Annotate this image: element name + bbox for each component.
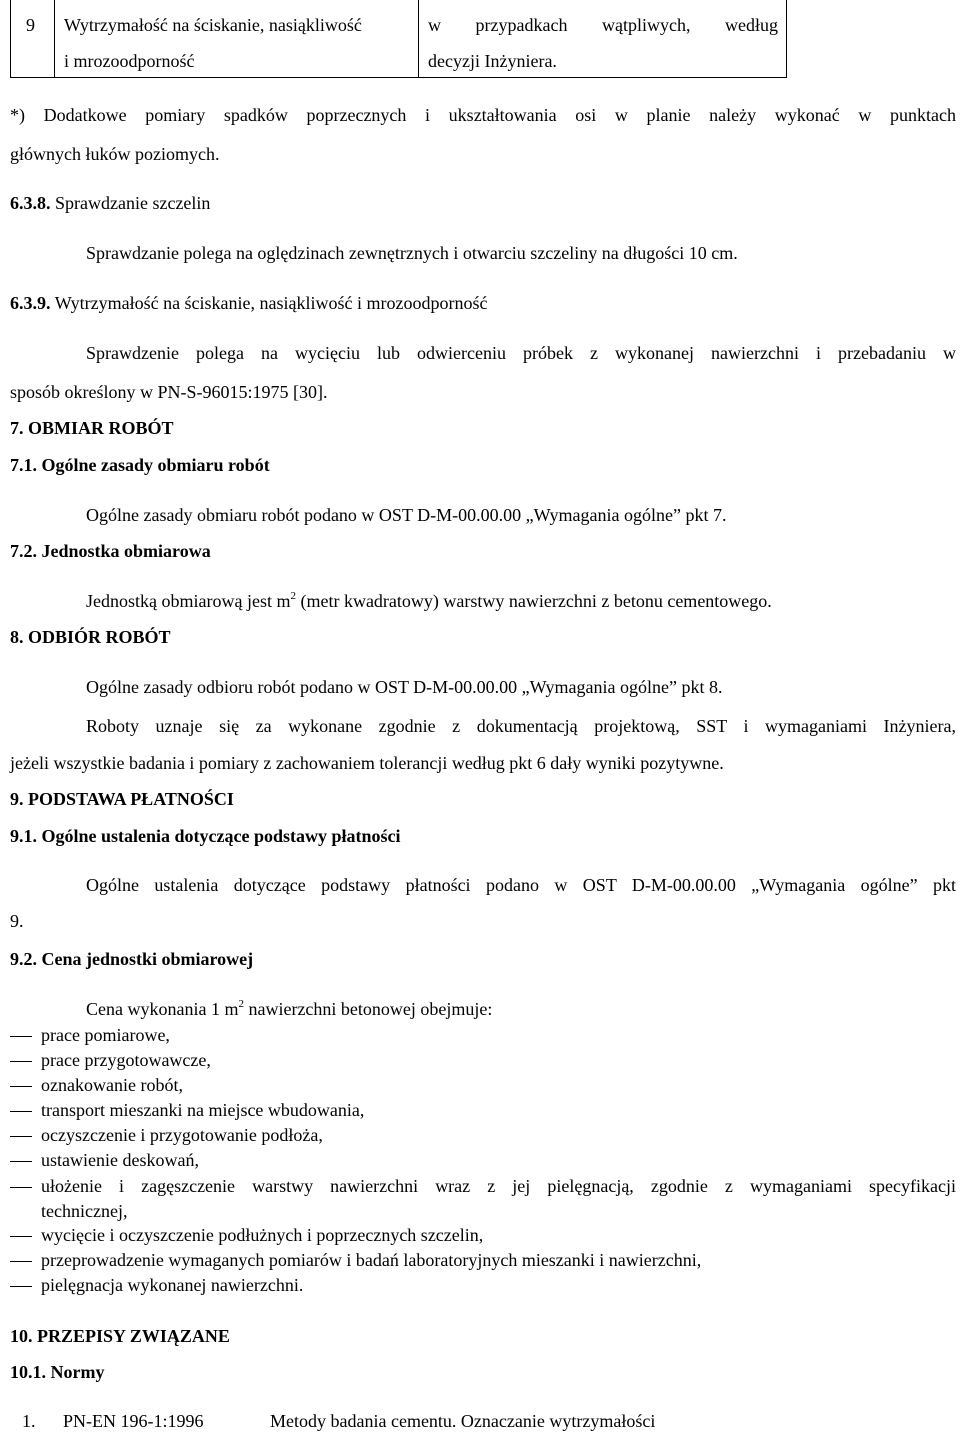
list-item-continuation: technicznej, — [41, 1201, 128, 1221]
section-title: Wytrzymałość na ściskanie, nasiąkliwość i mrozoodporność — [54, 293, 488, 313]
section-6-3-8-heading — [10, 193, 210, 214]
table-cell-test-name-line2: i mrozoodporność — [64, 51, 195, 71]
table-row-number: 9 — [26, 15, 35, 35]
table-cell-frequency-line1: w przypadkach wątpliwych, według — [428, 15, 778, 35]
section-7-1-text: Ogólne zasady obmiaru robót podano w OST D-M-00.00.00 „Wymagania ogólne” pkt 7. — [86, 505, 727, 525]
section-9-2-heading: 9.2. Cena jednostki obmiarowej — [10, 949, 254, 969]
note-line2: głównych łuków poziomych. — [10, 144, 220, 164]
section-7-2-text: Jednostką obmiarową jest $m^2$ (metr kwadratowy) warstwy nawierzchni z betonu cementowego. — [86, 590, 772, 611]
table-cell-test-name-line1: Wytrzymałość na ściskanie, nasiąkliwość — [64, 15, 362, 35]
dash-bullet — [10, 1261, 32, 1262]
section-10-heading: 10. PRZEPISY ZWIĄZANE — [10, 1326, 230, 1346]
list-item: pielęgnacja wykonanej nawierzchni. — [41, 1275, 304, 1295]
dash-bullet — [10, 1086, 32, 1087]
section-8-text2-line1: Roboty uznaje się za wykonane zgodnie z dokumentacją projektową, SST i wymaganiami Inżyniera, — [86, 716, 956, 736]
dash-bullet — [10, 1286, 32, 1287]
section-7-heading: 7. OBMIAR ROBÓT — [10, 418, 174, 438]
list-item: prace przygotowawcze, — [41, 1050, 211, 1070]
note-line1: *) Dodatkowe pomiary spadków poprzecznych i ukształtowania osi w planie należy wykonać w punktach — [10, 105, 956, 125]
norm-description: Metody badania cementu. Oznaczanie wytrzymałości — [270, 1411, 656, 1431]
section-number: 6.3.9. — [10, 293, 51, 313]
section-6-3-9-text-line2: sposób określony w PN-S-96015:1975 [30]. — [10, 382, 328, 402]
section-6-3-9-text-line1: Sprawdzenie polega na wycięciu lub odwierceniu próbek z wykonanej nawierzchni i przebadaniu w — [86, 343, 956, 363]
list-item: wycięcie i oczyszczenie podłużnych i poprzecznych szczelin, — [41, 1225, 484, 1245]
section-6-3-8-text: Sprawdzanie polega na oględzinach zewnętrznych i otwarciu szczeliny na długości 10 cm. — [86, 243, 738, 263]
section-7-1-heading: 7.1. Ogólne zasady obmiaru robót — [10, 455, 270, 475]
section-8-heading: 8. ODBIÓR ROBÓT — [10, 627, 171, 647]
dash-bullet — [10, 1036, 32, 1037]
section-9-2-intro: Cena wykonania 1 $m^2$ nawierzchni betonowej obejmuje: — [86, 998, 493, 1019]
norm-code: PN-EN 196-1:1996 — [63, 1411, 204, 1431]
section-8-text2-line2: jeżeli wszystkie badania i pomiary z zachowaniem tolerancji według pkt 6 dały wyniki pozytywne. — [10, 753, 724, 773]
norm-number: 1. — [22, 1411, 36, 1431]
list-item: transport mieszanki na miejsce wbudowania, — [41, 1100, 365, 1120]
list-item: ustawienie deskowań, — [41, 1150, 199, 1170]
section-9-1-text-line2: 9. — [10, 911, 24, 931]
dash-bullet — [10, 1061, 32, 1062]
table-cell-frequency-line2: decyzji Inżyniera. — [428, 51, 557, 71]
list-item: oczyszczenie i przygotowanie podłoża, — [41, 1125, 323, 1145]
dash-bullet — [10, 1236, 32, 1237]
section-10-1-heading: 10.1. Normy — [10, 1362, 105, 1382]
section-9-1-heading: 9.1. Ogólne ustalenia dotyczące podstawy płatności — [10, 826, 401, 846]
section-6-3-9-heading — [10, 293, 488, 314]
dash-bullet — [10, 1161, 32, 1162]
list-item: przeprowadzenie wymaganych pomiarów i badań laboratoryjnych mieszanki i nawierzchni, — [41, 1250, 702, 1270]
list-item: ułożenie i zagęszczenie warstwy nawierzchni wraz z jej pielęgnacją, zgodnie z wymaganiami specyfikacji — [41, 1176, 956, 1196]
section-9-1-text-line1: Ogólne ustalenia dotyczące podstawy płatności podano w OST D-M-00.00.00 „Wymagania ogólne” pkt — [86, 875, 956, 895]
dash-bullet — [10, 1187, 32, 1188]
dash-bullet — [10, 1136, 32, 1137]
list-item: prace pomiarowe, — [41, 1025, 170, 1045]
dash-bullet — [10, 1111, 32, 1112]
list-item: oznakowanie robót, — [41, 1075, 183, 1095]
section-7-2-heading: 7.2. Jednostka obmiarowa — [10, 541, 211, 561]
section-9-heading: 9. PODSTAWA PŁATNOŚCI — [10, 789, 234, 809]
section-8-text1: Ogólne zasady odbioru robót podano w OST D-M-00.00.00 „Wymagania ogólne” pkt 8. — [86, 677, 723, 697]
section-number: 6.3.8. — [10, 193, 51, 213]
section-title: Sprawdzanie szczelin — [55, 193, 211, 213]
